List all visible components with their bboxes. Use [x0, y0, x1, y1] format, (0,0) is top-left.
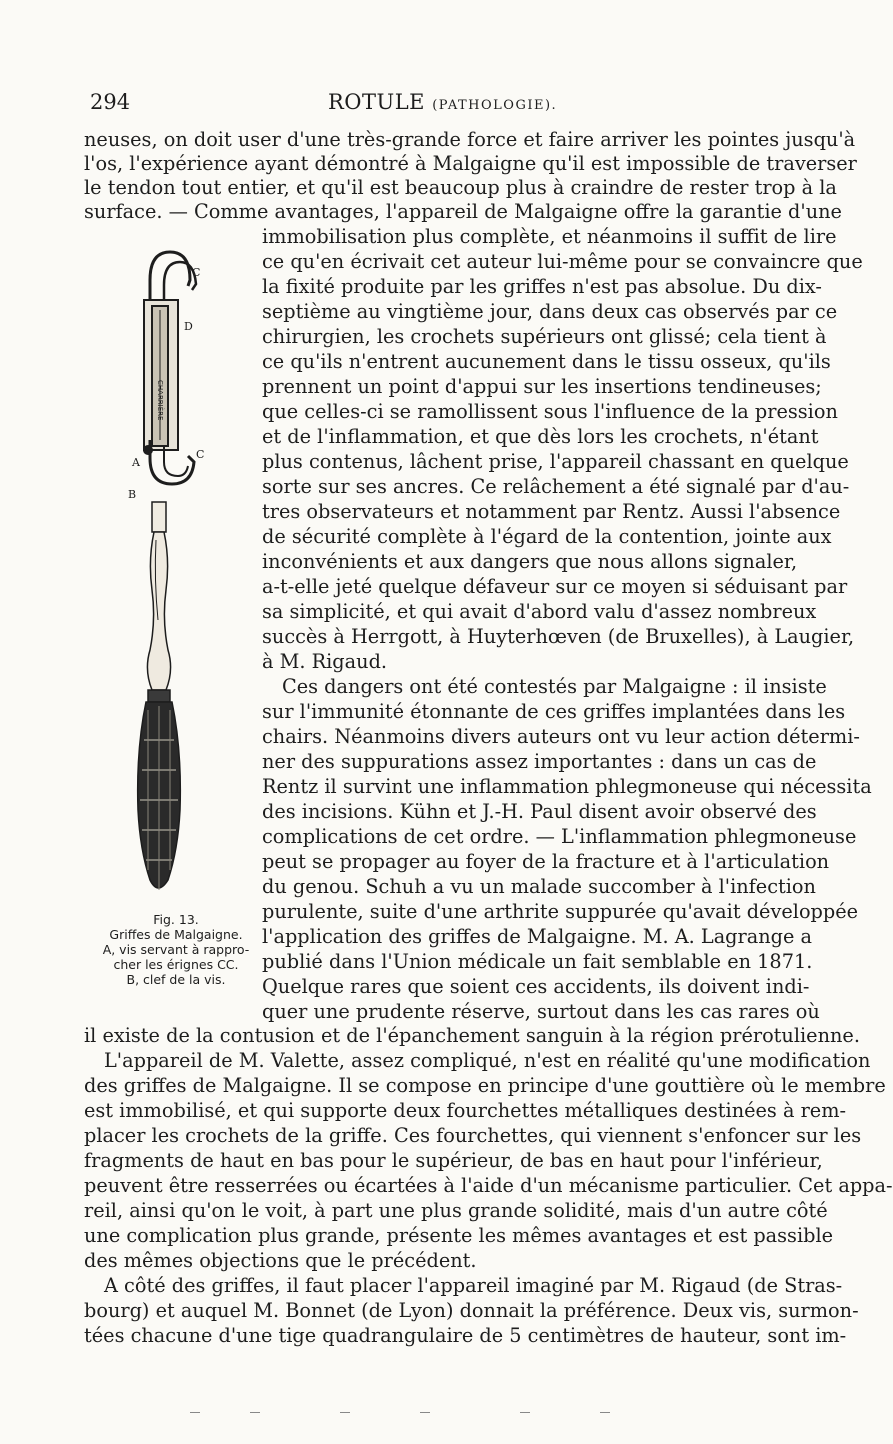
text-line: peuvent être resserrées ou écartées à l'aide d'un mécanisme particulier. Cet appa-: [84, 1174, 893, 1197]
caption-line: A, vis servant à rappro-: [102, 942, 250, 957]
label-a: A: [132, 456, 140, 469]
text-line: complications de cet ordre. — L'inflammation phlegmoneuse: [262, 825, 857, 848]
text-line: fragments de haut en bas pour le supérieur, de bas en haut pour l'inférieur,: [84, 1149, 823, 1172]
text-line: des mêmes objections que le précédent.: [84, 1249, 477, 1272]
label-c-bottom: C: [196, 448, 205, 461]
figure-malgaigne-hooks-illustration: [128, 240, 258, 920]
text-line: L'appareil de M. Valette, assez compliqué, n'est en réalité qu'une modification: [104, 1049, 871, 1072]
text-line: septième au vingtième jour, dans deux cas observés par ce: [262, 300, 838, 323]
label-b: B: [128, 488, 137, 501]
scan-artifact: [190, 1412, 200, 1413]
text-line: une complication plus grande, présente les mêmes avantages et est passible: [84, 1224, 834, 1247]
scan-artifact: [340, 1412, 350, 1413]
label-c-top: C: [192, 266, 201, 279]
label-d: D: [184, 320, 193, 333]
text-line: ce qu'en écrivait cet auteur lui-même pour se convaincre que: [262, 250, 863, 273]
text-line: succès à Herrgott, à Huyterhœven (de Bruxelles), à Laugier,: [262, 625, 855, 648]
text-line: Rentz il survint une inflammation phlegmoneuse qui nécessita: [262, 775, 872, 798]
text-line: bourg) et auquel M. Bonnet (de Lyon) donnait la préférence. Deux vis, surmon-: [84, 1299, 859, 1322]
text-line: et de l'inflammation, et que dès lors les crochets, n'étant: [262, 425, 819, 448]
text-line: chirurgien, les crochets supérieurs ont glissé; cela tient à: [262, 325, 827, 348]
text-line: inconvénients et aux dangers que nous allons signaler,: [262, 550, 798, 573]
text-line: tées chacune d'une tige quadrangulaire de 5 centimètres de hauteur, sont im-: [84, 1324, 847, 1347]
running-title: [328, 90, 557, 114]
text-line: sorte sur ses ancres. Ce relâchement a été signalé par d'au-: [262, 475, 850, 498]
text-line: ce qu'ils n'entrent aucunement dans le tissu osseux, qu'ils: [262, 350, 831, 373]
text-line: a-t-elle jeté quelque défaveur sur ce moyen si séduisant par: [262, 575, 848, 598]
text-line: que celles-ci se ramollissent sous l'influence de la pression: [262, 400, 838, 423]
scan-artifact: [250, 1412, 260, 1413]
scan-artifact: [420, 1412, 430, 1413]
hooks-apparatus: [144, 252, 196, 484]
text-line: prennent un point d'appui sur les insertions tendineuses;: [262, 375, 822, 398]
text-line: la fixité produite par les griffes n'est pas absolue. Du dix-: [262, 275, 822, 298]
title-subtitle: (PATHOLOGIE).: [432, 98, 558, 113]
text-line: immobilisation plus complète, et néanmoins il suffit de lire: [262, 225, 837, 248]
key-handle: [138, 502, 181, 890]
text-line: Quelque rares que soient ces accidents, ils doivent indi-: [262, 975, 810, 998]
text-line: tres observateurs et notamment par Rentz. Aussi l'absence: [262, 500, 841, 523]
text-line: surface. — Comme avantages, l'appareil de Malgaigne offre la garantie d'une: [84, 200, 842, 223]
caption-line: cher les érignes CC.: [113, 957, 239, 972]
text-line: des incisions. Kühn et J.-H. Paul disent avoir observé des: [262, 800, 817, 823]
page-number: 294: [90, 90, 131, 114]
figure-caption: [86, 912, 266, 987]
text-line: peut se propager au foyer de la fracture et à l'articulation: [262, 850, 830, 873]
text-line: à M. Rigaud.: [262, 650, 388, 673]
caption-line: B, clef de la vis.: [126, 972, 226, 987]
scan-artifact: [520, 1412, 530, 1413]
text-line: chairs. Néanmoins divers auteurs ont vu leur action détermi-: [262, 725, 860, 748]
text-line: est immobilisé, et qui supporte deux fourchettes métalliques destinées à rem-: [84, 1099, 847, 1122]
text-line: reil, ainsi qu'on le voit, à part une plus grande solidité, mais d'un autre côté: [84, 1199, 828, 1222]
caption-line: Griffes de Malgaigne.: [109, 927, 243, 942]
text-line: neuses, on doit user d'une très-grande force et faire arriver les pointes jusqu'à: [84, 128, 856, 151]
running-header: [90, 90, 770, 120]
text-line: du genou. Schuh a vu un malade succomber à l'infection: [262, 875, 816, 898]
scan-artifact: [600, 1412, 610, 1413]
text-line: il existe de la contusion et de l'épanchement sanguin à la région prérotulienne.: [84, 1024, 860, 1047]
text-line: sur l'immunité étonnante de ces griffes implantées dans les: [262, 700, 846, 723]
text-line: A côté des griffes, il faut placer l'appareil imaginé par M. Rigaud (de Stras-: [104, 1274, 843, 1297]
caption-figure-number: Fig. 13.: [153, 912, 199, 927]
text-line: des griffes de Malgaigne. Il se compose en principe d'une gouttière où le membre: [84, 1074, 886, 1097]
text-line: le tendon tout entier, et qu'il est beaucoup plus à craindre de rester trop à la: [84, 176, 837, 199]
text-line: l'application des griffes de Malgaigne. M. A. Lagrange a: [262, 925, 813, 948]
text-line: ner des suppurations assez importantes : dans un cas de: [262, 750, 817, 773]
text-line: l'os, l'expérience ayant démontré à Malgaigne qu'il est impossible de traverser: [84, 152, 857, 175]
text-line: de sécurité complète à l'égard de la contention, jointe aux: [262, 525, 832, 548]
text-line: publié dans l'Union médicale un fait semblable en 1871.: [262, 950, 813, 973]
text-line: quer une prudente réserve, surtout dans les cas rares où: [262, 1000, 820, 1023]
text-line: purulente, suite d'une arthrite suppurée qu'avait développée: [262, 900, 859, 923]
engraving-text: CHARRIÈRE: [156, 380, 164, 421]
text-line: plus contenus, lâchent prise, l'appareil chassant en quelque: [262, 450, 849, 473]
text-line: sa simplicité, et qui avait d'abord valu d'assez nombreux: [262, 600, 817, 623]
text-line: Ces dangers ont été contestés par Malgaigne : il insiste: [282, 675, 827, 698]
title-main: ROTULE: [328, 90, 426, 114]
text-line: placer les crochets de la griffe. Ces fourchettes, qui viennent s'enfoncer sur les: [84, 1124, 862, 1147]
